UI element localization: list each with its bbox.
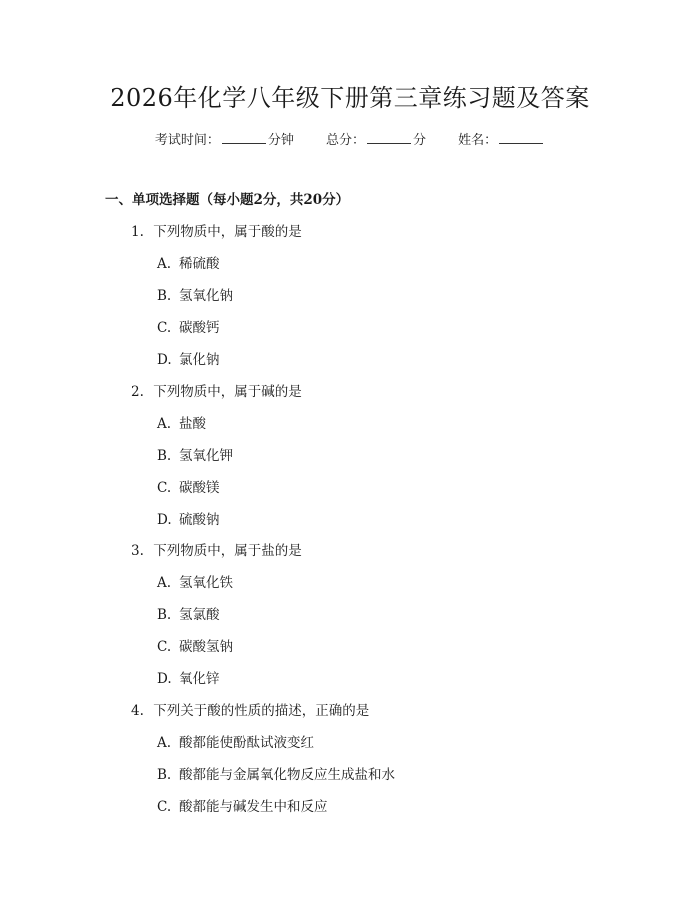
- section-heading: 一、单项选择题（每小题2分，共20分）: [105, 192, 350, 208]
- option-item: [157, 446, 233, 466]
- student-name-label: 姓名：: [458, 133, 498, 148]
- question-item: [131, 701, 369, 721]
- option-item: [157, 510, 220, 530]
- option-letter: A.: [157, 575, 172, 591]
- option-text: 氢氧化铁: [179, 575, 233, 591]
- option-letter: C.: [157, 320, 172, 336]
- option-text: 碳酸钙: [179, 320, 220, 336]
- option-text: 稀硫酸: [179, 256, 220, 272]
- option-letter: C.: [157, 639, 172, 655]
- option-letter: C.: [157, 480, 172, 496]
- option-letter: D.: [157, 512, 172, 528]
- option-text: 碳酸镁: [179, 480, 220, 496]
- total-score-unit: 分: [413, 133, 427, 148]
- question-number: 4.: [131, 703, 144, 719]
- option-letter: A.: [157, 735, 172, 751]
- option-letter: D.: [157, 671, 172, 687]
- option-item: [157, 637, 233, 657]
- option-letter: A.: [157, 256, 172, 272]
- option-letter: B.: [157, 448, 172, 464]
- option-text: 氧化锌: [179, 671, 220, 687]
- option-letter: B.: [157, 767, 172, 783]
- exam-time-field: [155, 133, 294, 148]
- option-item: [157, 318, 220, 338]
- student-name-field: [458, 133, 545, 148]
- total-score-label: 总分：: [325, 133, 365, 148]
- question-text: 下列关于酸的性质的描述，正确的是: [153, 703, 370, 719]
- option-text: 酸都能使酚酞试液变红: [179, 735, 314, 751]
- question-text: 下列物质中，属于酸的是: [153, 224, 302, 240]
- page-title: 2026年化学八年级下册第三章练习题及答案: [110, 84, 590, 112]
- total-score-field: [326, 133, 426, 148]
- option-item: [157, 765, 395, 785]
- option-text: 氢氯酸: [179, 607, 220, 623]
- exam-time-label: 考试时间：: [154, 133, 220, 148]
- exam-time-blank: [222, 131, 266, 144]
- option-letter: A.: [157, 416, 172, 432]
- option-letter: C.: [157, 799, 172, 815]
- option-item: [157, 797, 328, 817]
- option-item: [157, 350, 220, 370]
- question-number: 2.: [131, 384, 144, 400]
- option-text: 硫酸钠: [179, 512, 220, 528]
- option-item: [157, 414, 206, 434]
- question-text: 下列物质中，属于碱的是: [153, 384, 302, 400]
- option-item: [157, 478, 220, 498]
- option-text: 盐酸: [179, 416, 206, 432]
- question-item: [131, 382, 302, 402]
- option-letter: B.: [157, 288, 172, 304]
- question-item: [131, 222, 302, 242]
- option-text: 氢氧化钾: [179, 448, 233, 464]
- option-item: [157, 286, 233, 306]
- question-number: 3.: [131, 543, 144, 559]
- option-text: 酸都能与碱发生中和反应: [179, 799, 328, 815]
- option-text: 氯化钠: [179, 352, 220, 368]
- question-text: 下列物质中，属于盐的是: [153, 543, 302, 559]
- option-item: [157, 573, 233, 593]
- option-text: 碳酸氢钠: [179, 639, 233, 655]
- total-score-blank: [367, 131, 411, 144]
- question-item: [131, 541, 302, 561]
- option-text: 氢氧化钠: [179, 288, 233, 304]
- option-item: [157, 254, 220, 274]
- question-number: 1.: [131, 224, 144, 240]
- exam-meta: [0, 131, 700, 150]
- exam-time-unit: 分钟: [267, 133, 294, 148]
- option-item: [157, 605, 220, 625]
- option-text: 酸都能与金属氧化物反应生成盐和水: [179, 767, 395, 783]
- student-name-blank: [499, 131, 543, 144]
- option-item: [157, 669, 220, 689]
- option-item: [157, 733, 314, 753]
- option-letter: D.: [157, 352, 172, 368]
- option-letter: B.: [157, 607, 172, 623]
